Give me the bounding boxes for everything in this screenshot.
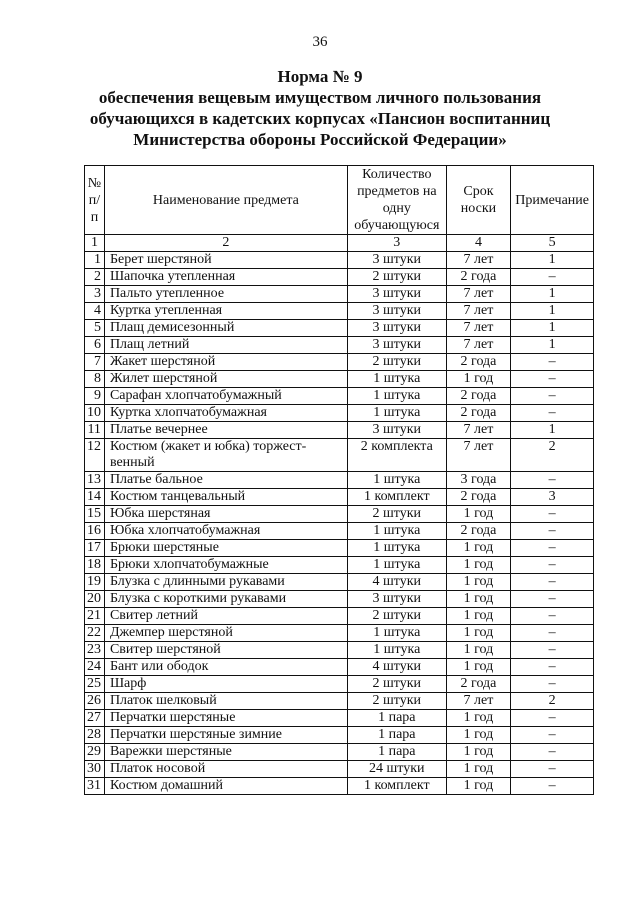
item-note: – xyxy=(511,506,594,523)
table-row xyxy=(85,303,594,320)
item-term: 2 года xyxy=(446,523,510,540)
item-term: 7 лет xyxy=(446,320,510,337)
item-term: 3 года xyxy=(446,472,510,489)
row-number: 10 xyxy=(85,405,105,422)
item-quantity: 1 комплект xyxy=(347,489,446,506)
item-quantity: 1 штука xyxy=(347,371,446,388)
row-number: 3 xyxy=(85,286,105,303)
item-term: 7 лет xyxy=(446,286,510,303)
table-row xyxy=(85,574,594,591)
row-number: 23 xyxy=(85,642,105,659)
table-row xyxy=(85,388,594,405)
table-row xyxy=(85,286,594,303)
table-row xyxy=(85,337,594,354)
item-term: 1 год xyxy=(446,371,510,388)
item-note: 2 xyxy=(511,439,594,472)
item-quantity: 1 пара xyxy=(347,744,446,761)
item-note: 1 xyxy=(511,337,594,354)
item-note: 1 xyxy=(511,303,594,320)
row-number: 14 xyxy=(85,489,105,506)
item-note: 2 xyxy=(511,693,594,710)
item-note: 1 xyxy=(511,320,594,337)
item-name: Шарф xyxy=(104,676,347,693)
item-term: 7 лет xyxy=(446,693,510,710)
item-term: 2 года xyxy=(446,269,510,286)
item-name: Свитер летний xyxy=(104,608,347,625)
table-row xyxy=(85,371,594,388)
table-row xyxy=(85,710,594,727)
item-note: – xyxy=(511,354,594,371)
item-quantity: 1 штука xyxy=(347,472,446,489)
table-row xyxy=(85,540,594,557)
item-name: Костюм танцевальный xyxy=(104,489,347,506)
row-number: 2 xyxy=(85,269,105,286)
item-term: 1 год xyxy=(446,778,510,795)
row-number: 31 xyxy=(85,778,105,795)
header-quantity: Количество предметов на одну обучающуюся xyxy=(347,166,446,235)
item-name: Плащ летний xyxy=(104,337,347,354)
header-term: Срок носки xyxy=(446,166,510,235)
item-note: – xyxy=(511,591,594,608)
row-number: 20 xyxy=(85,591,105,608)
table-row xyxy=(85,591,594,608)
item-quantity: 2 штуки xyxy=(347,269,446,286)
item-term: 1 год xyxy=(446,574,510,591)
row-number: 9 xyxy=(85,388,105,405)
item-name: Пальто утепленное xyxy=(104,286,347,303)
item-quantity: 3 штуки xyxy=(347,337,446,354)
table-row xyxy=(85,659,594,676)
row-number: 28 xyxy=(85,727,105,744)
item-quantity: 1 штука xyxy=(347,388,446,405)
row-number: 22 xyxy=(85,625,105,642)
table-row xyxy=(85,439,594,472)
item-note: – xyxy=(511,778,594,795)
item-quantity: 1 штука xyxy=(347,642,446,659)
row-number: 19 xyxy=(85,574,105,591)
item-note: – xyxy=(511,642,594,659)
column-number: 1 xyxy=(85,235,105,252)
item-name: Плащ демисезонный xyxy=(104,320,347,337)
table-row xyxy=(85,252,594,269)
item-term: 1 год xyxy=(446,540,510,557)
item-term: 2 года xyxy=(446,489,510,506)
item-quantity: 1 пара xyxy=(347,710,446,727)
item-note: – xyxy=(511,472,594,489)
table-row xyxy=(85,472,594,489)
row-number: 16 xyxy=(85,523,105,540)
item-note: 1 xyxy=(511,252,594,269)
table-row xyxy=(85,489,594,506)
row-number: 26 xyxy=(85,693,105,710)
title-line-3: обучающихся в кадетских корпусах «Пансион воспитанниц xyxy=(89,109,551,128)
table-row xyxy=(85,727,594,744)
column-number: 5 xyxy=(511,235,594,252)
item-quantity: 1 штука xyxy=(347,625,446,642)
table-row xyxy=(85,744,594,761)
item-note: 1 xyxy=(511,422,594,439)
item-quantity: 24 штуки xyxy=(347,761,446,778)
table-row xyxy=(85,354,594,371)
table-row xyxy=(85,405,594,422)
item-quantity: 2 штуки xyxy=(347,676,446,693)
item-quantity: 3 штуки xyxy=(347,591,446,608)
row-number: 12 xyxy=(85,439,105,472)
item-quantity: 3 штуки xyxy=(347,422,446,439)
column-number: 3 xyxy=(347,235,446,252)
item-term: 1 год xyxy=(446,744,510,761)
header-row xyxy=(85,166,594,235)
row-number: 29 xyxy=(85,744,105,761)
item-term: 7 лет xyxy=(446,303,510,320)
item-term: 7 лет xyxy=(446,422,510,439)
item-name: Перчатки шерстяные зимние xyxy=(104,727,347,744)
table-row xyxy=(85,625,594,642)
item-note: – xyxy=(511,625,594,642)
item-quantity: 2 штуки xyxy=(347,693,446,710)
item-quantity: 4 штуки xyxy=(347,574,446,591)
item-quantity: 4 штуки xyxy=(347,659,446,676)
item-note: – xyxy=(511,523,594,540)
header-note: Примечание xyxy=(511,166,594,235)
item-name: Жакет шерстяной xyxy=(104,354,347,371)
item-quantity: 1 штука xyxy=(347,523,446,540)
item-note: – xyxy=(511,761,594,778)
table-row xyxy=(85,320,594,337)
item-quantity: 2 штуки xyxy=(347,354,446,371)
item-term: 1 год xyxy=(446,625,510,642)
item-quantity: 1 комплект xyxy=(347,778,446,795)
column-number: 2 xyxy=(104,235,347,252)
item-term: 7 лет xyxy=(446,337,510,354)
row-number: 8 xyxy=(85,371,105,388)
item-note: – xyxy=(511,540,594,557)
row-number: 7 xyxy=(85,354,105,371)
table-body xyxy=(85,252,594,795)
item-quantity: 1 пара xyxy=(347,727,446,744)
header-number: № п/п xyxy=(85,166,105,235)
item-name: Брюки шерстяные xyxy=(104,540,347,557)
item-note: 1 xyxy=(511,286,594,303)
column-number: 4 xyxy=(446,235,510,252)
item-quantity: 3 штуки xyxy=(347,303,446,320)
item-name: Платье вечернее xyxy=(104,422,347,439)
item-name: Джемпер шерстяной xyxy=(104,625,347,642)
header-item-name: Наименование предмета xyxy=(104,166,347,235)
item-name: Костюм (жакет и юбка) торжест-венный xyxy=(104,439,347,472)
item-name: Платье бальное xyxy=(104,472,347,489)
item-term: 2 года xyxy=(446,676,510,693)
item-quantity: 1 штука xyxy=(347,540,446,557)
row-number: 30 xyxy=(85,761,105,778)
table-row xyxy=(85,676,594,693)
row-number: 17 xyxy=(85,540,105,557)
item-note: – xyxy=(511,574,594,591)
title-line-1: Норма № 9 xyxy=(277,67,363,86)
table-row xyxy=(85,422,594,439)
row-number: 27 xyxy=(85,710,105,727)
item-term: 1 год xyxy=(446,761,510,778)
item-term: 1 год xyxy=(446,642,510,659)
item-term: 1 год xyxy=(446,727,510,744)
item-term: 1 год xyxy=(446,557,510,574)
item-name: Берет шерстяной xyxy=(104,252,347,269)
table-row xyxy=(85,506,594,523)
row-number: 15 xyxy=(85,506,105,523)
item-note: – xyxy=(511,676,594,693)
item-term: 1 год xyxy=(446,608,510,625)
item-note: – xyxy=(511,269,594,286)
item-quantity: 3 штуки xyxy=(347,320,446,337)
title-line-4: Министерства обороны Российской Федерации» xyxy=(133,130,507,149)
row-number: 11 xyxy=(85,422,105,439)
row-number: 21 xyxy=(85,608,105,625)
item-name: Свитер шерстяной xyxy=(104,642,347,659)
item-note: – xyxy=(511,388,594,405)
item-name: Платок носовой xyxy=(104,761,347,778)
item-name: Костюм домашний xyxy=(104,778,347,795)
table-row xyxy=(85,761,594,778)
item-name: Перчатки шерстяные xyxy=(104,710,347,727)
row-number: 24 xyxy=(85,659,105,676)
item-name: Платок шелковый xyxy=(104,693,347,710)
item-quantity: 1 штука xyxy=(347,557,446,574)
item-term: 1 год xyxy=(446,506,510,523)
item-term: 2 года xyxy=(446,354,510,371)
page-number: 36 xyxy=(312,34,328,50)
item-name: Блузка с короткими рукавами xyxy=(104,591,347,608)
row-number: 6 xyxy=(85,337,105,354)
item-term: 7 лет xyxy=(446,252,510,269)
item-note: – xyxy=(511,659,594,676)
item-name: Юбка шерстяная xyxy=(104,506,347,523)
row-number: 18 xyxy=(85,557,105,574)
item-term: 2 года xyxy=(446,405,510,422)
item-term: 2 года xyxy=(446,388,510,405)
table-row xyxy=(85,557,594,574)
item-name: Сарафан хлопчатобумажный xyxy=(104,388,347,405)
item-note: – xyxy=(511,557,594,574)
item-note: – xyxy=(511,608,594,625)
item-quantity: 2 штуки xyxy=(347,506,446,523)
item-quantity: 2 штуки xyxy=(347,608,446,625)
item-quantity: 3 штуки xyxy=(347,286,446,303)
item-name: Варежки шерстяные xyxy=(104,744,347,761)
item-name: Жилет шерстяной xyxy=(104,371,347,388)
item-term: 1 год xyxy=(446,710,510,727)
item-note: – xyxy=(511,710,594,727)
item-name: Шапочка утепленная xyxy=(104,269,347,286)
item-quantity: 1 штука xyxy=(347,405,446,422)
item-quantity: 2 комплекта xyxy=(347,439,446,472)
item-name: Куртка утепленная xyxy=(104,303,347,320)
item-quantity: 3 штуки xyxy=(347,252,446,269)
item-term: 1 год xyxy=(446,591,510,608)
row-number: 1 xyxy=(85,252,105,269)
norms-table xyxy=(84,165,594,795)
table-row xyxy=(85,778,594,795)
document-title xyxy=(40,66,600,150)
table-row xyxy=(85,269,594,286)
item-name: Брюки хлопчатобумажные xyxy=(104,557,347,574)
item-note: – xyxy=(511,727,594,744)
column-number-row xyxy=(85,235,594,252)
item-name: Куртка хлопчатобумажная xyxy=(104,405,347,422)
item-term: 7 лет xyxy=(446,439,510,472)
item-name: Блузка с длинными рукавами xyxy=(104,574,347,591)
row-number: 4 xyxy=(85,303,105,320)
row-number: 25 xyxy=(85,676,105,693)
row-number: 5 xyxy=(85,320,105,337)
table-row xyxy=(85,523,594,540)
table-row xyxy=(85,608,594,625)
item-note: – xyxy=(511,371,594,388)
item-term: 1 год xyxy=(446,659,510,676)
item-note: – xyxy=(511,744,594,761)
item-name: Бант или ободок xyxy=(104,659,347,676)
title-line-2: обеспечения вещевым имуществом личного пользования xyxy=(98,88,542,107)
item-note: 3 xyxy=(511,489,594,506)
row-number: 13 xyxy=(85,472,105,489)
table-row xyxy=(85,642,594,659)
item-name: Юбка хлопчатобумажная xyxy=(104,523,347,540)
item-note: – xyxy=(511,405,594,422)
table-row xyxy=(85,693,594,710)
